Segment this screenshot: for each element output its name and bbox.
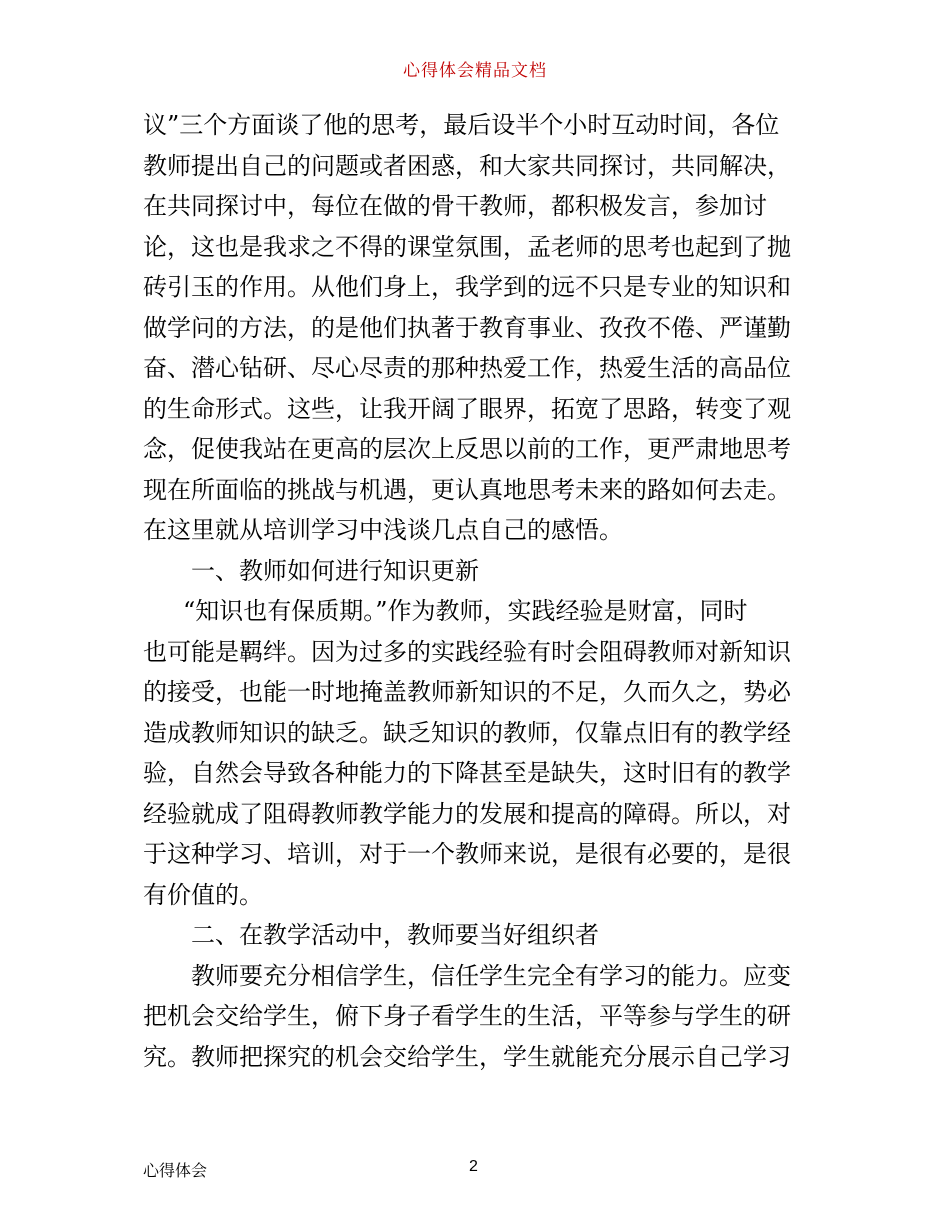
text-line: 究。教师把探究的机会交给学生，学生就能充分展示自己学习 <box>143 1042 791 1071</box>
text-line: 砖引玉的作用。从他们身上，我学到的远不只是专业的知识和 <box>143 273 791 301</box>
text-line: 有价值的。 <box>143 880 263 909</box>
section-heading: 二、在教学活动中，教师要当好组织者 <box>191 921 599 949</box>
text-line: 做学问的方法，的是他们执著于教育事业、孜孜不倦、严谨勤 <box>143 313 791 342</box>
text-line: 在这里就从培训学习中浅谈几点自己的感悟。 <box>143 516 623 544</box>
text-line: 的接受，也能一时地掩盖教师新知识的不足，久而久之，势必 <box>143 678 791 706</box>
text-line: 奋、潜心钻研、尽心尽责的那种热爱工作，热爱生活的高品位 <box>143 354 791 382</box>
text-line: 论，这也是我求之不得的课堂氛围，孟老师的思考也起到了抛 <box>143 232 791 261</box>
text-line: 现在所面临的挑战与机遇，更认真地思考未来的路如何去走。 <box>143 475 791 504</box>
page-number: 2 <box>469 1158 478 1175</box>
text-line: 在共同探讨中，每位在做的骨干教师，都积极发言，参加讨 <box>143 192 767 220</box>
section-heading: 一、教师如何进行知识更新 <box>191 556 479 585</box>
text-line: 教师要充分相信学生，信任学生完全有学习的能力。应变 <box>191 961 791 990</box>
page-header-title: 心得体会精品文档 <box>403 61 547 81</box>
text-line: 验，自然会导致各种能力的下降甚至是缺失，这时旧有的教学 <box>143 759 791 787</box>
text-line: 也可能是羁绊。因为过多的实践经验有时会阻碍教师对新知识 <box>143 637 791 666</box>
document-body <box>143 105 813 1077</box>
text-line: 经验就成了阻碍教师教学能力的发展和提高的障碍。所以，对 <box>143 799 791 828</box>
text-line: “知识也有保质期。”作为教师，实践经验是财富，同时 <box>183 597 748 625</box>
text-line: 念，促使我站在更高的层次上反思以前的工作，更严肃地思考 <box>143 435 791 463</box>
text-line: 于这种学习、培训，对于一个教师来说，是很有必要的，是很 <box>143 840 791 868</box>
text-line: 把机会交给学生，俯下身子看学生的生活，平等参与学生的研 <box>143 1002 791 1030</box>
text-line: 教师提出自己的问题或者困惑，和大家共同探讨，共同解决， <box>143 151 791 180</box>
text-line: 造成教师知识的缺乏。缺乏知识的教师，仅靠点旧有的教学经 <box>143 718 791 747</box>
footer-label: 心得体会 <box>143 1161 208 1180</box>
text-line: 的生命形式。这些，让我开阔了眼界，拓宽了思路，转变了观 <box>143 394 791 423</box>
text-line: 议”三个方面谈了他的思考，最后设半个小时互动时间，各位 <box>143 111 780 139</box>
